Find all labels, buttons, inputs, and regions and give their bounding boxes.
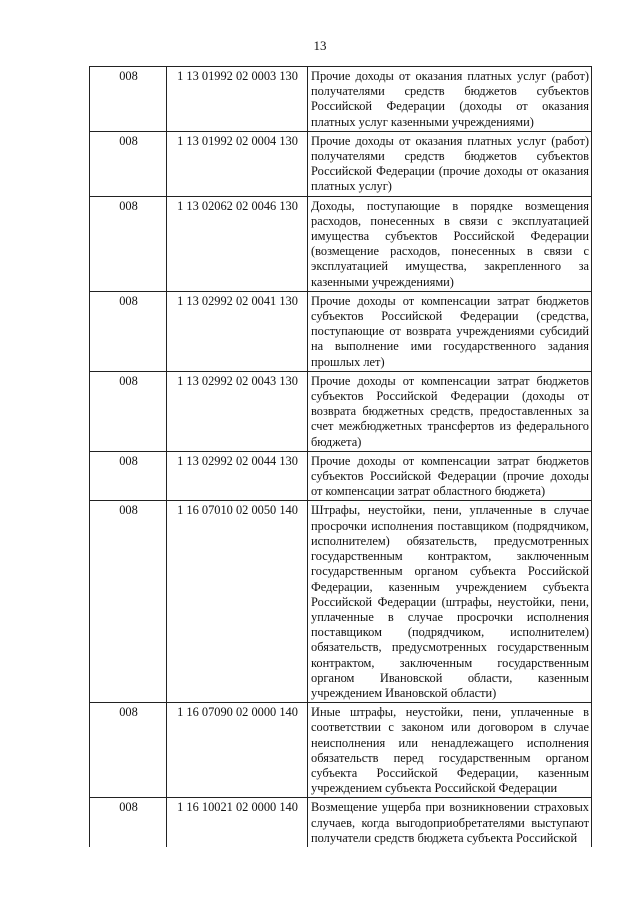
budget-code-cell: 1 13 01992 02 0003 130: [167, 67, 308, 132]
budget-code-cell: 1 13 02992 02 0041 130: [167, 291, 308, 371]
revenue-name-cell: Прочие доходы от компенсации затрат бюджетов субъектов Российской Федерации (доходы от возврата бюджетных средств, предоставленных за счет межбюджетных трансфертов из федерального бюджета): [308, 371, 592, 451]
revenue-name-cell: Прочие доходы от компенсации затрат бюджетов субъектов Российской Федерации (средства, поступающие от возврата учреждениями субсидий на выполнение ими государственного задания прошлых лет): [308, 291, 592, 371]
budget-code-cell: 1 13 02992 02 0044 130: [167, 451, 308, 501]
table-row: [90, 131, 592, 196]
page-number: 13: [313, 38, 327, 53]
table-row: [90, 371, 592, 451]
budget-code-cell: 1 13 02992 02 0043 130: [167, 371, 308, 451]
table-row: [90, 798, 592, 847]
budget-code-cell: 1 16 10021 02 0000 140: [167, 798, 308, 847]
admin-code-cell: 008: [90, 67, 167, 132]
revenue-name-cell: Прочие доходы от оказания платных услуг (работ) получателями средств бюджетов субъектов Российской Федерации (прочие доходы от оказания платных услуг): [308, 131, 592, 196]
revenue-name-cell: Прочие доходы от компенсации затрат бюджетов субъектов Российской Федерации (прочие доходы от компенсации затрат областного бюджета): [308, 451, 592, 501]
revenue-name-cell: Иные штрафы, неустойки, пени, уплаченные в соответствии с законом или договором в случае неисполнения или ненадлежащего исполнения обязательств перед государственным органом субъекта Российской Федерации, казенным учреждением субъекта Российской Федерации: [308, 703, 592, 798]
admin-code-cell: 008: [90, 451, 167, 501]
admin-code-cell: 008: [90, 371, 167, 451]
revenue-name-cell: Доходы, поступающие в порядке возмещения расходов, понесенных в связи с эксплуатацией имущества субъектов Российской Федерации (возмещение расходов, понесенных в связи с эксплуатацией имущества, закрепленного за казенными учреждениями): [308, 196, 592, 291]
admin-code-cell: 008: [90, 798, 167, 847]
admin-code-cell: 008: [90, 196, 167, 291]
admin-code-cell: 008: [90, 291, 167, 371]
revenue-name-cell: Штрафы, неустойки, пени, уплаченные в случае просрочки исполнения поставщиком (подрядчиком, исполнителем) обязательств, предусмотренных государственным контрактом, заключенным государственным органом субъекта Российской Федерации, казенным учреждением субъекта Российской Федерации (штрафы, неустойки, пени, уплаченные в случае просрочки исполнения поставщиком (подрядчиком, исполнителем) обязательств, предусмотренных государственным контрактом, заключенным государственным органом Ивановской области, казенным учреждением Ивановской области): [308, 501, 592, 703]
table-row: [90, 501, 592, 703]
table-row: [90, 703, 592, 798]
table-row: [90, 451, 592, 501]
table-row: [90, 67, 592, 132]
table-row: [90, 291, 592, 371]
budget-code-cell: 1 13 01992 02 0004 130: [167, 131, 308, 196]
budget-code-cell: 1 13 02062 02 0046 130: [167, 196, 308, 291]
table-row: [90, 196, 592, 291]
admin-code-cell: 008: [90, 703, 167, 798]
admin-code-cell: 008: [90, 501, 167, 703]
revenue-codes-table: [89, 66, 592, 847]
budget-code-cell: 1 16 07010 02 0050 140: [167, 501, 308, 703]
revenue-name-cell: Прочие доходы от оказания платных услуг (работ) получателями средств бюджетов субъектов Российской Федерации (доходы от оказания платных услуг казенными учреждениями): [308, 67, 592, 132]
budget-code-cell: 1 16 07090 02 0000 140: [167, 703, 308, 798]
revenue-name-cell: Возмещение ущерба при возникновении страховых случаев, когда выгодоприобретателями выступают получатели средств бюджета субъекта Российской: [308, 798, 592, 847]
admin-code-cell: 008: [90, 131, 167, 196]
